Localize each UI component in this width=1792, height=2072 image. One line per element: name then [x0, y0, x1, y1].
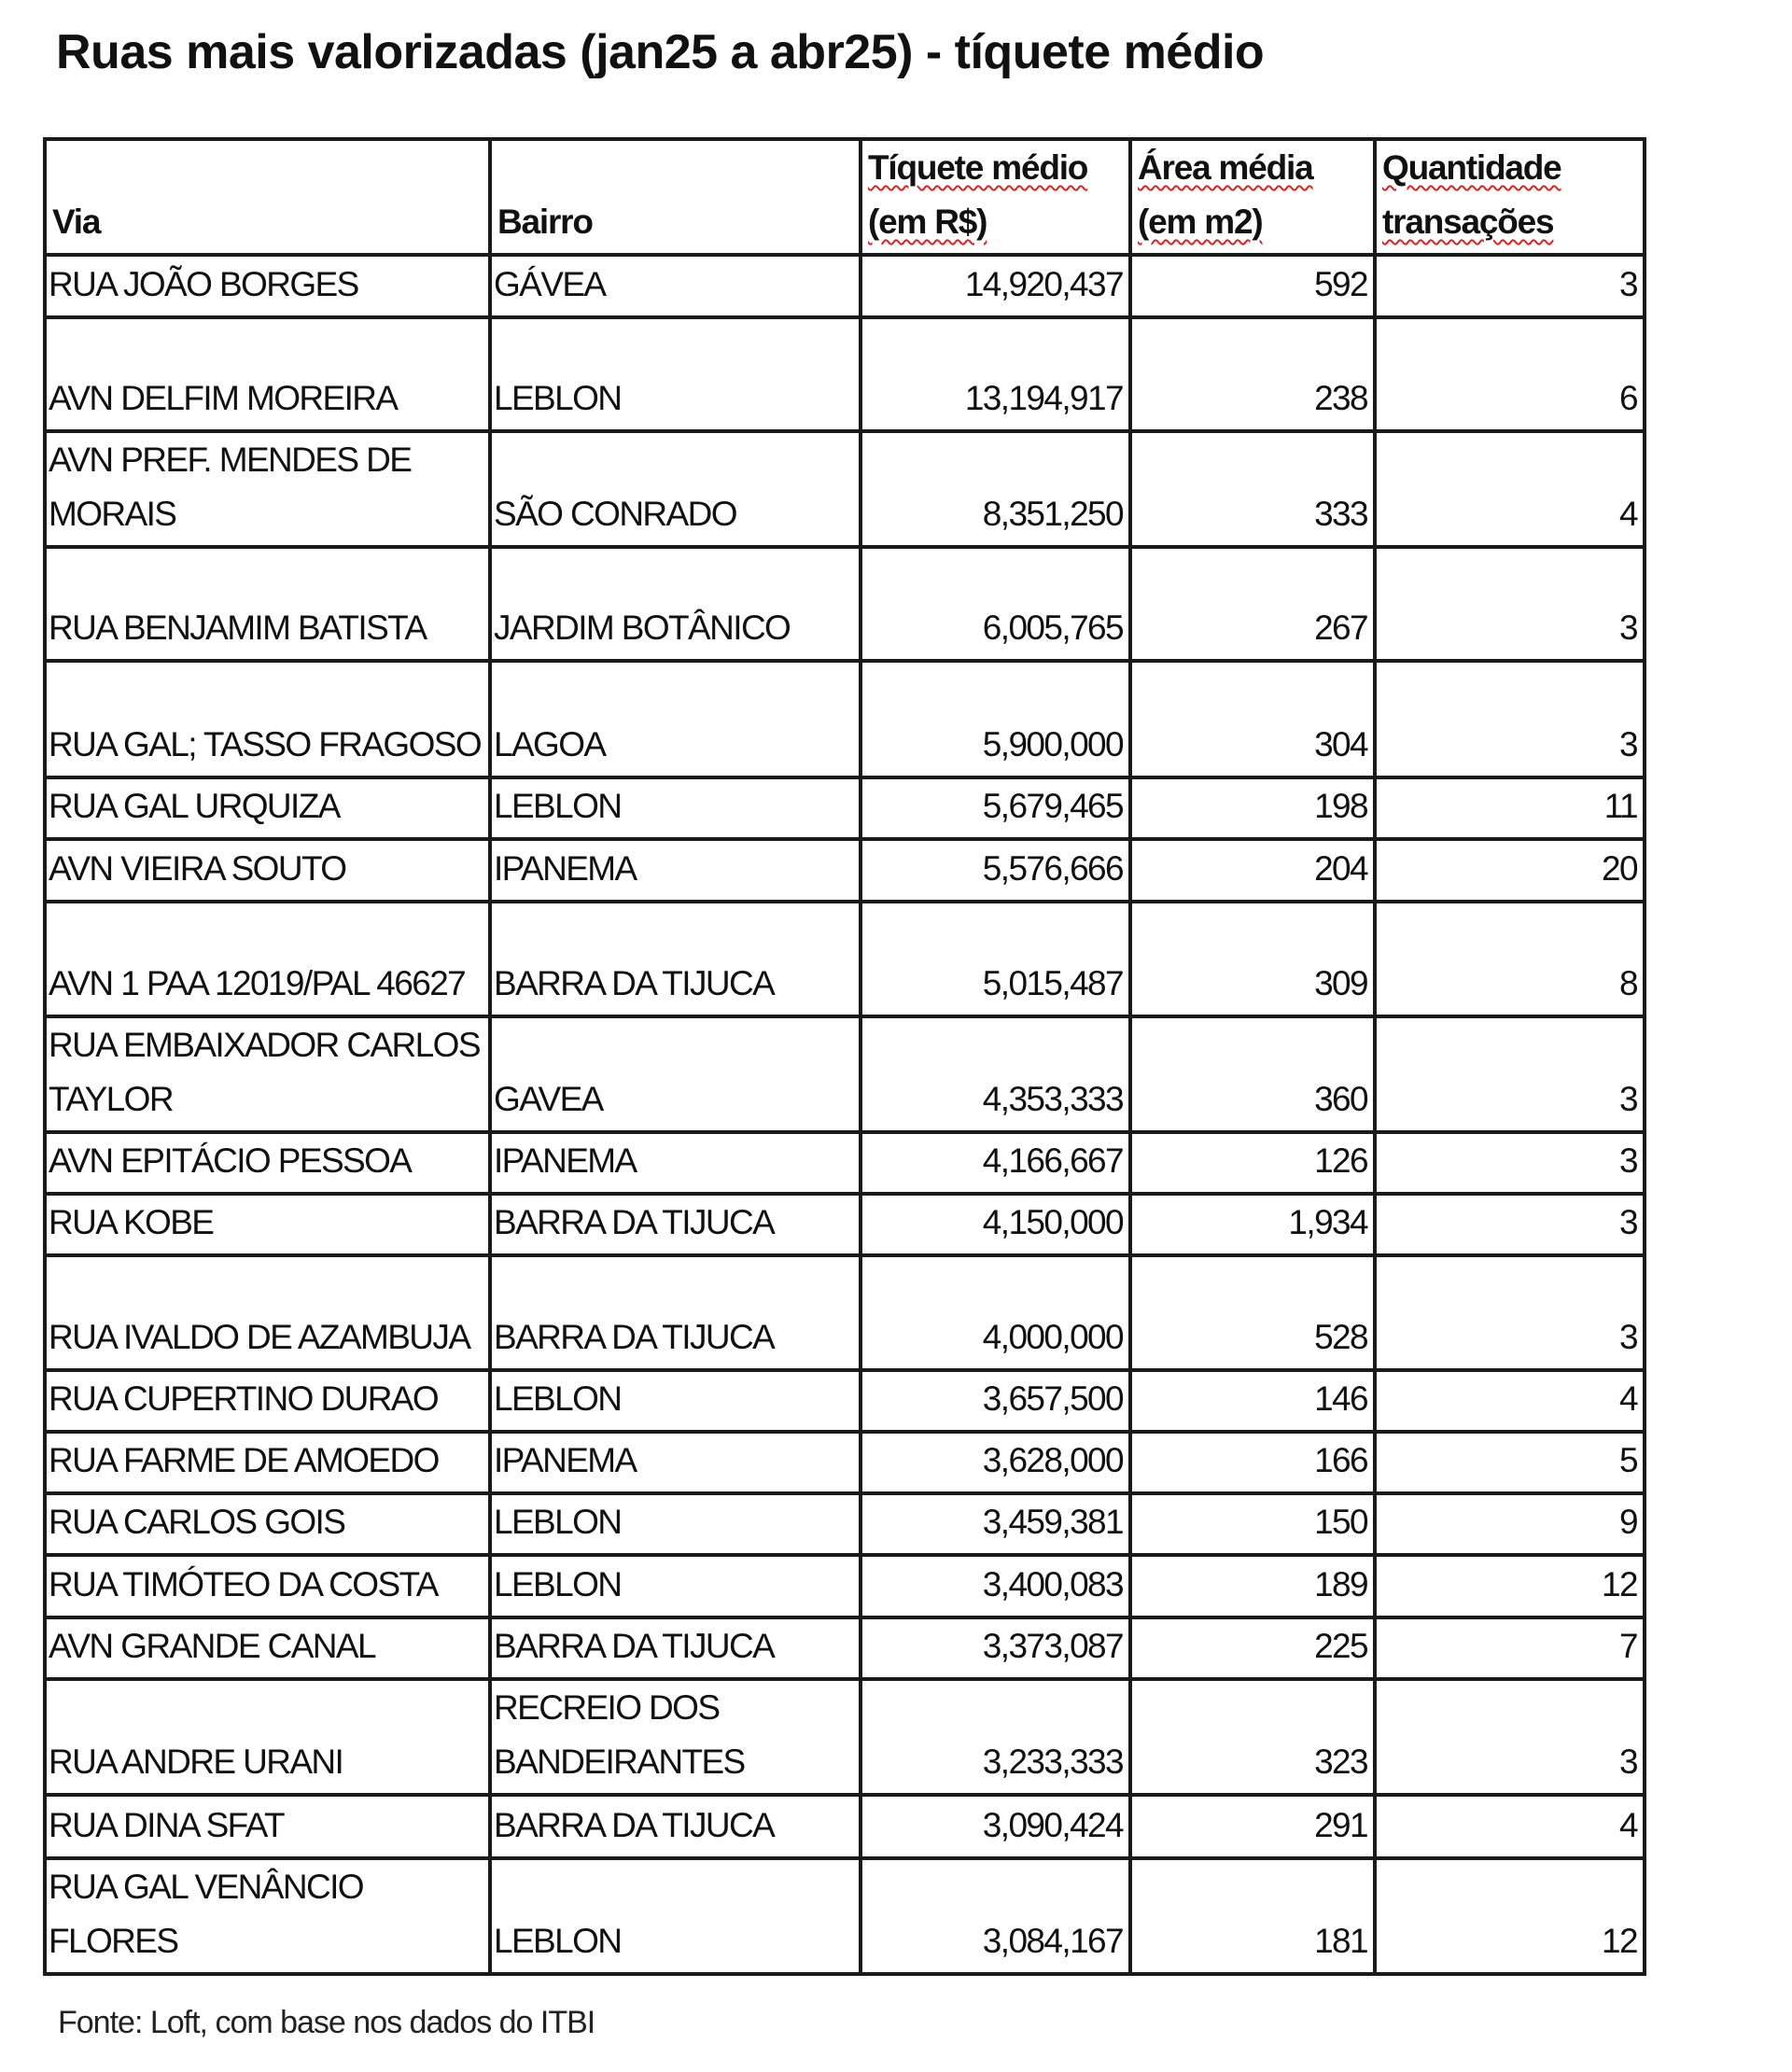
header-area: [1130, 139, 1375, 255]
cell-via: AVN PREF. MENDES DE MORAIS: [45, 431, 490, 547]
cell-ticket: 3,373,087: [861, 1617, 1130, 1679]
table-row: [45, 1555, 1645, 1617]
table-row: [45, 839, 1645, 902]
cell-bairro: LEBLON: [490, 777, 861, 839]
cell-ticket: 4,000,000: [861, 1255, 1130, 1370]
cell-via: AVN VIEIRA SOUTO: [45, 839, 490, 902]
cell-via: RUA KOBE: [45, 1194, 490, 1255]
data-table: [43, 137, 1646, 1976]
cell-ticket: 3,084,167: [861, 1858, 1130, 1974]
cell-bairro: BARRA DA TIJUCA: [490, 1255, 861, 1370]
table-row: [45, 1370, 1645, 1432]
cell-bairro: LEBLON: [490, 1858, 861, 1974]
cell-via: RUA EMBAIXADOR CARLOS TAYLOR: [45, 1016, 490, 1132]
cell-bairro: LAGOA: [490, 661, 861, 777]
cell-via: RUA TIMÓTEO DA COSTA: [45, 1555, 490, 1617]
cell-area: 323: [1130, 1679, 1375, 1795]
cell-via: AVN 1 PAA 12019/PAL 46627: [45, 902, 490, 1016]
header-via: Via: [45, 139, 490, 255]
cell-area: 166: [1130, 1432, 1375, 1493]
cell-area: 1,934: [1130, 1194, 1375, 1255]
table-row: [45, 1617, 1645, 1679]
cell-via: AVN EPITÁCIO PESSOA: [45, 1132, 490, 1194]
cell-qtd: 3: [1375, 255, 1645, 317]
table-row: [45, 777, 1645, 839]
table-row: [45, 317, 1645, 431]
cell-area: 146: [1130, 1370, 1375, 1432]
table-row: [45, 1432, 1645, 1493]
source-note: Fonte: Loft, com base nos dados do ITBI: [58, 2005, 595, 2040]
cell-area: 181: [1130, 1858, 1375, 1974]
table-row: [45, 1795, 1645, 1858]
cell-via: RUA CARLOS GOIS: [45, 1493, 490, 1555]
cell-qtd: 3: [1375, 1132, 1645, 1194]
cell-ticket: 5,576,666: [861, 839, 1130, 902]
cell-qtd: 4: [1375, 1795, 1645, 1858]
cell-area: 592: [1130, 255, 1375, 317]
page-title: Ruas mais valorizadas (jan25 a abr25) - tíquete médio: [56, 25, 1265, 79]
cell-via: AVN GRANDE CANAL: [45, 1617, 490, 1679]
cell-ticket: 8,351,250: [861, 431, 1130, 547]
cell-ticket: 3,628,000: [861, 1432, 1130, 1493]
cell-area: 225: [1130, 1617, 1375, 1679]
cell-ticket: 5,679,465: [861, 777, 1130, 839]
header-ticket-line1: Tíquete médio: [868, 148, 1088, 187]
header-qtd-line1: Quantidade: [1382, 148, 1561, 187]
cell-qtd: 12: [1375, 1858, 1645, 1974]
cell-qtd: 4: [1375, 431, 1645, 547]
cell-area: 291: [1130, 1795, 1375, 1858]
cell-via: RUA GAL URQUIZA: [45, 777, 490, 839]
cell-qtd: 11: [1375, 777, 1645, 839]
cell-bairro: BARRA DA TIJUCA: [490, 902, 861, 1016]
table-row: [45, 1858, 1645, 1974]
cell-ticket: 13,194,917: [861, 317, 1130, 431]
cell-area: 267: [1130, 547, 1375, 661]
cell-ticket: 4,150,000: [861, 1194, 1130, 1255]
cell-ticket: 14,920,437: [861, 255, 1130, 317]
cell-bairro: SÃO CONRADO: [490, 431, 861, 547]
cell-via: RUA ANDRE URANI: [45, 1679, 490, 1795]
cell-via: RUA IVALDO DE AZAMBUJA: [45, 1255, 490, 1370]
cell-via: RUA JOÃO BORGES: [45, 255, 490, 317]
cell-qtd: 3: [1375, 1194, 1645, 1255]
cell-bairro: IPANEMA: [490, 1132, 861, 1194]
cell-bairro: JARDIM BOTÂNICO: [490, 547, 861, 661]
cell-bairro: GAVEA: [490, 1016, 861, 1132]
cell-qtd: 12: [1375, 1555, 1645, 1617]
cell-qtd: 3: [1375, 1255, 1645, 1370]
cell-bairro: BARRA DA TIJUCA: [490, 1617, 861, 1679]
header-qtd: [1375, 139, 1645, 255]
cell-qtd: 20: [1375, 839, 1645, 902]
table-row: [45, 1255, 1645, 1370]
cell-qtd: 9: [1375, 1493, 1645, 1555]
cell-via: RUA FARME DE AMOEDO: [45, 1432, 490, 1493]
cell-ticket: 6,005,765: [861, 547, 1130, 661]
cell-area: 198: [1130, 777, 1375, 839]
cell-bairro: GÁVEA: [490, 255, 861, 317]
cell-bairro: IPANEMA: [490, 839, 861, 902]
cell-area: 304: [1130, 661, 1375, 777]
cell-qtd: 3: [1375, 661, 1645, 777]
header-ticket: [861, 139, 1130, 255]
cell-qtd: 4: [1375, 1370, 1645, 1432]
cell-ticket: 5,900,000: [861, 661, 1130, 777]
table-row: [45, 1679, 1645, 1795]
cell-qtd: 8: [1375, 902, 1645, 1016]
cell-area: 238: [1130, 317, 1375, 431]
cell-ticket: 4,166,667: [861, 1132, 1130, 1194]
cell-qtd: 7: [1375, 1617, 1645, 1679]
cell-area: 126: [1130, 1132, 1375, 1194]
table-row: [45, 1493, 1645, 1555]
cell-bairro: LEBLON: [490, 1555, 861, 1617]
cell-ticket: 3,233,333: [861, 1679, 1130, 1795]
cell-ticket: 3,090,424: [861, 1795, 1130, 1858]
cell-ticket: 3,657,500: [861, 1370, 1130, 1432]
cell-via: RUA DINA SFAT: [45, 1795, 490, 1858]
cell-qtd: 5: [1375, 1432, 1645, 1493]
cell-qtd: 3: [1375, 1016, 1645, 1132]
table-row: [45, 1194, 1645, 1255]
table-row: [45, 902, 1645, 1016]
cell-area: 189: [1130, 1555, 1375, 1617]
cell-bairro: LEBLON: [490, 1370, 861, 1432]
table-row: [45, 661, 1645, 777]
cell-bairro: LEBLON: [490, 1493, 861, 1555]
cell-ticket: 5,015,487: [861, 902, 1130, 1016]
cell-area: 360: [1130, 1016, 1375, 1132]
table-row: [45, 255, 1645, 317]
cell-via: RUA CUPERTINO DURAO: [45, 1370, 490, 1432]
header-qtd-line2: transações: [1382, 203, 1554, 241]
cell-area: 204: [1130, 839, 1375, 902]
header-bairro: Bairro: [490, 139, 861, 255]
cell-ticket: 3,400,083: [861, 1555, 1130, 1617]
table-row: [45, 431, 1645, 547]
cell-ticket: 3,459,381: [861, 1493, 1130, 1555]
cell-via: RUA BENJAMIM BATISTA: [45, 547, 490, 661]
cell-bairro: BARRA DA TIJUCA: [490, 1795, 861, 1858]
cell-via: RUA GAL; TASSO FRAGOSO: [45, 661, 490, 777]
cell-area: 309: [1130, 902, 1375, 1016]
cell-bairro: LEBLON: [490, 317, 861, 431]
cell-bairro: IPANEMA: [490, 1432, 861, 1493]
cell-area: 528: [1130, 1255, 1375, 1370]
header-row: [45, 139, 1645, 255]
header-ticket-line2: (em R$): [868, 203, 987, 241]
cell-bairro: RECREIO DOS BANDEIRANTES: [490, 1679, 861, 1795]
cell-qtd: 6: [1375, 317, 1645, 431]
cell-bairro: BARRA DA TIJUCA: [490, 1194, 861, 1255]
table-row: [45, 1132, 1645, 1194]
table-row: [45, 547, 1645, 661]
table-row: [45, 1016, 1645, 1132]
cell-via: AVN DELFIM MOREIRA: [45, 317, 490, 431]
cell-area: 150: [1130, 1493, 1375, 1555]
cell-area: 333: [1130, 431, 1375, 547]
header-area-line1: Área média: [1138, 148, 1313, 187]
cell-qtd: 3: [1375, 547, 1645, 661]
header-area-line2: (em m2): [1138, 203, 1263, 241]
cell-qtd: 3: [1375, 1679, 1645, 1795]
cell-via: RUA GAL VENÂNCIO FLORES: [45, 1858, 490, 1974]
cell-ticket: 4,353,333: [861, 1016, 1130, 1132]
